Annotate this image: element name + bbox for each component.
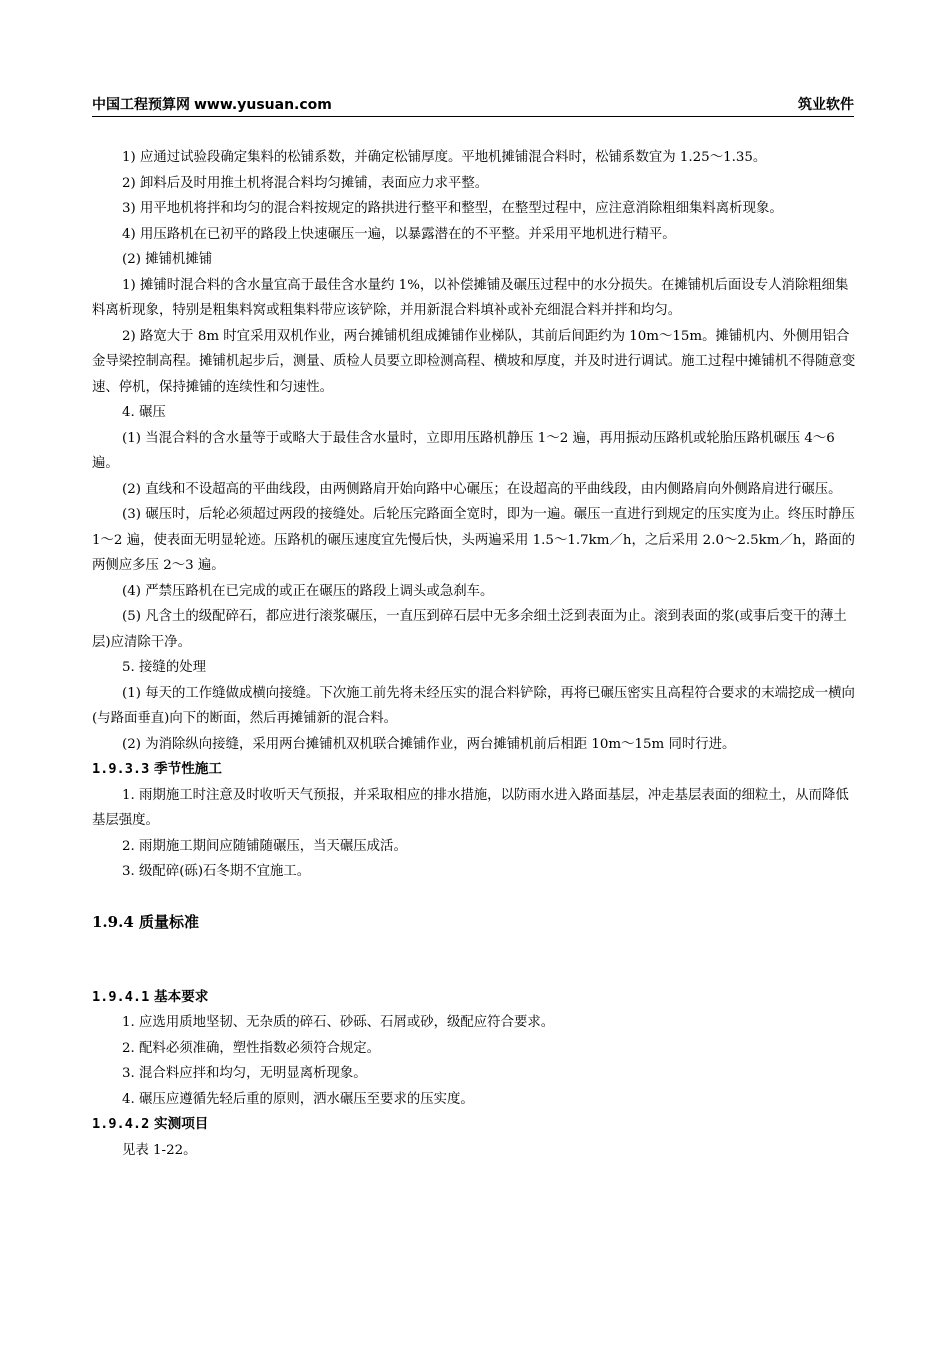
paragraph: (2) 直线和不设超高的平曲线段，由两侧路肩开始向路中心碾压；在设超高的平曲线段，由内侧路肩向外侧路肩进行碾压。 xyxy=(122,481,842,497)
section-heading-1941 xyxy=(92,985,860,1011)
list-item: 2. 配料必须准确，塑性指数必须符合规定。 xyxy=(122,1040,381,1056)
paragraph: (1) 每天的工作缝做成横向接缝。下次施工前先将未经压实的混合料铲除，再将已碾压密实且高程符合要求的末端挖成一横向(与路面垂直)向下的断面，然后再摊铺新的混合料。 xyxy=(92,685,855,726)
paragraph: 2) 路宽大于 8m 时宜采用双机作业，两台摊铺机组成摊铺作业梯队，其前后间距约为 10m～15m。摊铺机内、外侧用铝合金导梁控制高程。摊铺机起步后，测量、质检人员要立即检测高程、横坡和厚度，并及时进行调试。施工过程中摊铺机不得随意变速、停机，保持摊铺的连续性和匀速性。 xyxy=(92,328,856,395)
section-number: 1.9.3.3 xyxy=(92,761,150,777)
header-site-link[interactable]: www.yusuan.com xyxy=(194,97,332,113)
spacer xyxy=(92,885,860,909)
paragraph: 2) 卸料后及时用推土机将混合料均匀摊铺，表面应力求平整。 xyxy=(122,175,489,191)
section-title: 实测项目 xyxy=(154,1116,209,1132)
paragraph: 1) 摊铺时混合料的含水量宜高于最佳含水量约 1%，以补偿摊铺及碾压过程中的水分损失。在摊铺机后面设专人消除粗细集料离析现象，特别是粗集料窝或粗集料带应该铲除，并用新混合料填补或补充细混合料并拌和均匀。 xyxy=(92,277,849,318)
spacer xyxy=(92,935,860,985)
paragraph: 4) 用压路机在已初平的路段上快速碾压一遍，以暴露潜在的不平整。并采用平地机进行精平。 xyxy=(122,226,676,242)
header-title: 中国工程预算网 xyxy=(92,97,190,113)
paragraph: (3) 碾压时，后轮必须超过两段的接缝处。后轮压完路面全宽时，即为一遍。碾压一直进行到规定的压实度为止。终压时静压 1～2 遍，使表面无明显轮迹。压路机的碾压速度宜先慢后快，头两遍采用 1.5～1.7km／h，之后采用 2.0～2.5km／h，路面的两侧应多压 2～3 遍。 xyxy=(92,507,856,573)
header-left xyxy=(92,94,332,114)
paragraph: 1) 应通过试验段确定集料的松铺系数，并确定松铺厚度。平地机摊铺混合料时，松铺系数宜为 1.25～1.35。 xyxy=(122,150,767,165)
list-item: 1. 雨期施工时注意及时收听天气预报，并采取相应的排水措施，以防雨水进入路面基层，冲走基层表面的细粒土，从而降低基层强度。 xyxy=(92,787,849,828)
list-item: 3. 混合料应拌和均匀，无明显离析现象。 xyxy=(122,1066,367,1081)
paragraph: 3) 用平地机将拌和均匀的混合料按规定的路拱进行整平和整型，在整型过程中，应注意消除粗细集料离析现象。 xyxy=(122,201,783,216)
paragraph: (4) 严禁压路机在已完成的或正在碾压的路段上调头或急刹车。 xyxy=(122,583,494,599)
document-body xyxy=(92,145,860,1163)
paragraph: (2) 为消除纵向接缝，采用两台摊铺机双机联合摊铺作业，两台摊铺机前后相距 10m～15m 同时行进。 xyxy=(122,736,736,752)
section-heading-1942 xyxy=(92,1112,860,1138)
list-item: 2. 雨期施工期间应随铺随碾压，当天碾压成活。 xyxy=(122,838,407,854)
paragraph: 4. 碾压 xyxy=(122,405,166,420)
section-number: 1.9.4.2 xyxy=(92,1116,150,1132)
section-number: 1.9.4.1 xyxy=(92,988,150,1005)
section-heading-1933 xyxy=(92,757,860,783)
section-title: 基本要求 xyxy=(154,988,209,1005)
section-title: 季节性施工 xyxy=(154,761,222,777)
paragraph: 见表 1-22。 xyxy=(122,1142,197,1158)
list-item: 3. 级配碎(砾)石冬期不宜施工。 xyxy=(122,864,311,879)
paragraph: (1) 当混合料的含水量等于或略大于最佳含水量时，立即用压路机静压 1～2 遍，再用振动压路机或轮胎压路机碾压 4～6 遍。 xyxy=(92,430,835,471)
section-heading-194: 1.9.4 质量标准 xyxy=(92,912,199,931)
header-brand: 筑业软件 xyxy=(798,97,854,113)
paragraph: 5. 接缝的处理 xyxy=(122,660,206,675)
list-item: 1. 应选用质地坚韧、无杂质的碎石、砂砾、石屑或砂，级配应符合要求。 xyxy=(122,1015,555,1030)
paragraph: (2) 摊铺机摊铺 xyxy=(122,252,213,267)
paragraph: (5) 凡含土的级配碎石，都应进行滚浆碾压，一直压到碎石层中无多余细土泛到表面为止。滚到表面的浆(或事后变干的薄土层)应清除干净。 xyxy=(92,609,847,650)
page-header xyxy=(92,94,854,117)
list-item: 4. 碾压应遵循先轻后重的原则，洒水碾压至要求的压实度。 xyxy=(122,1091,474,1107)
